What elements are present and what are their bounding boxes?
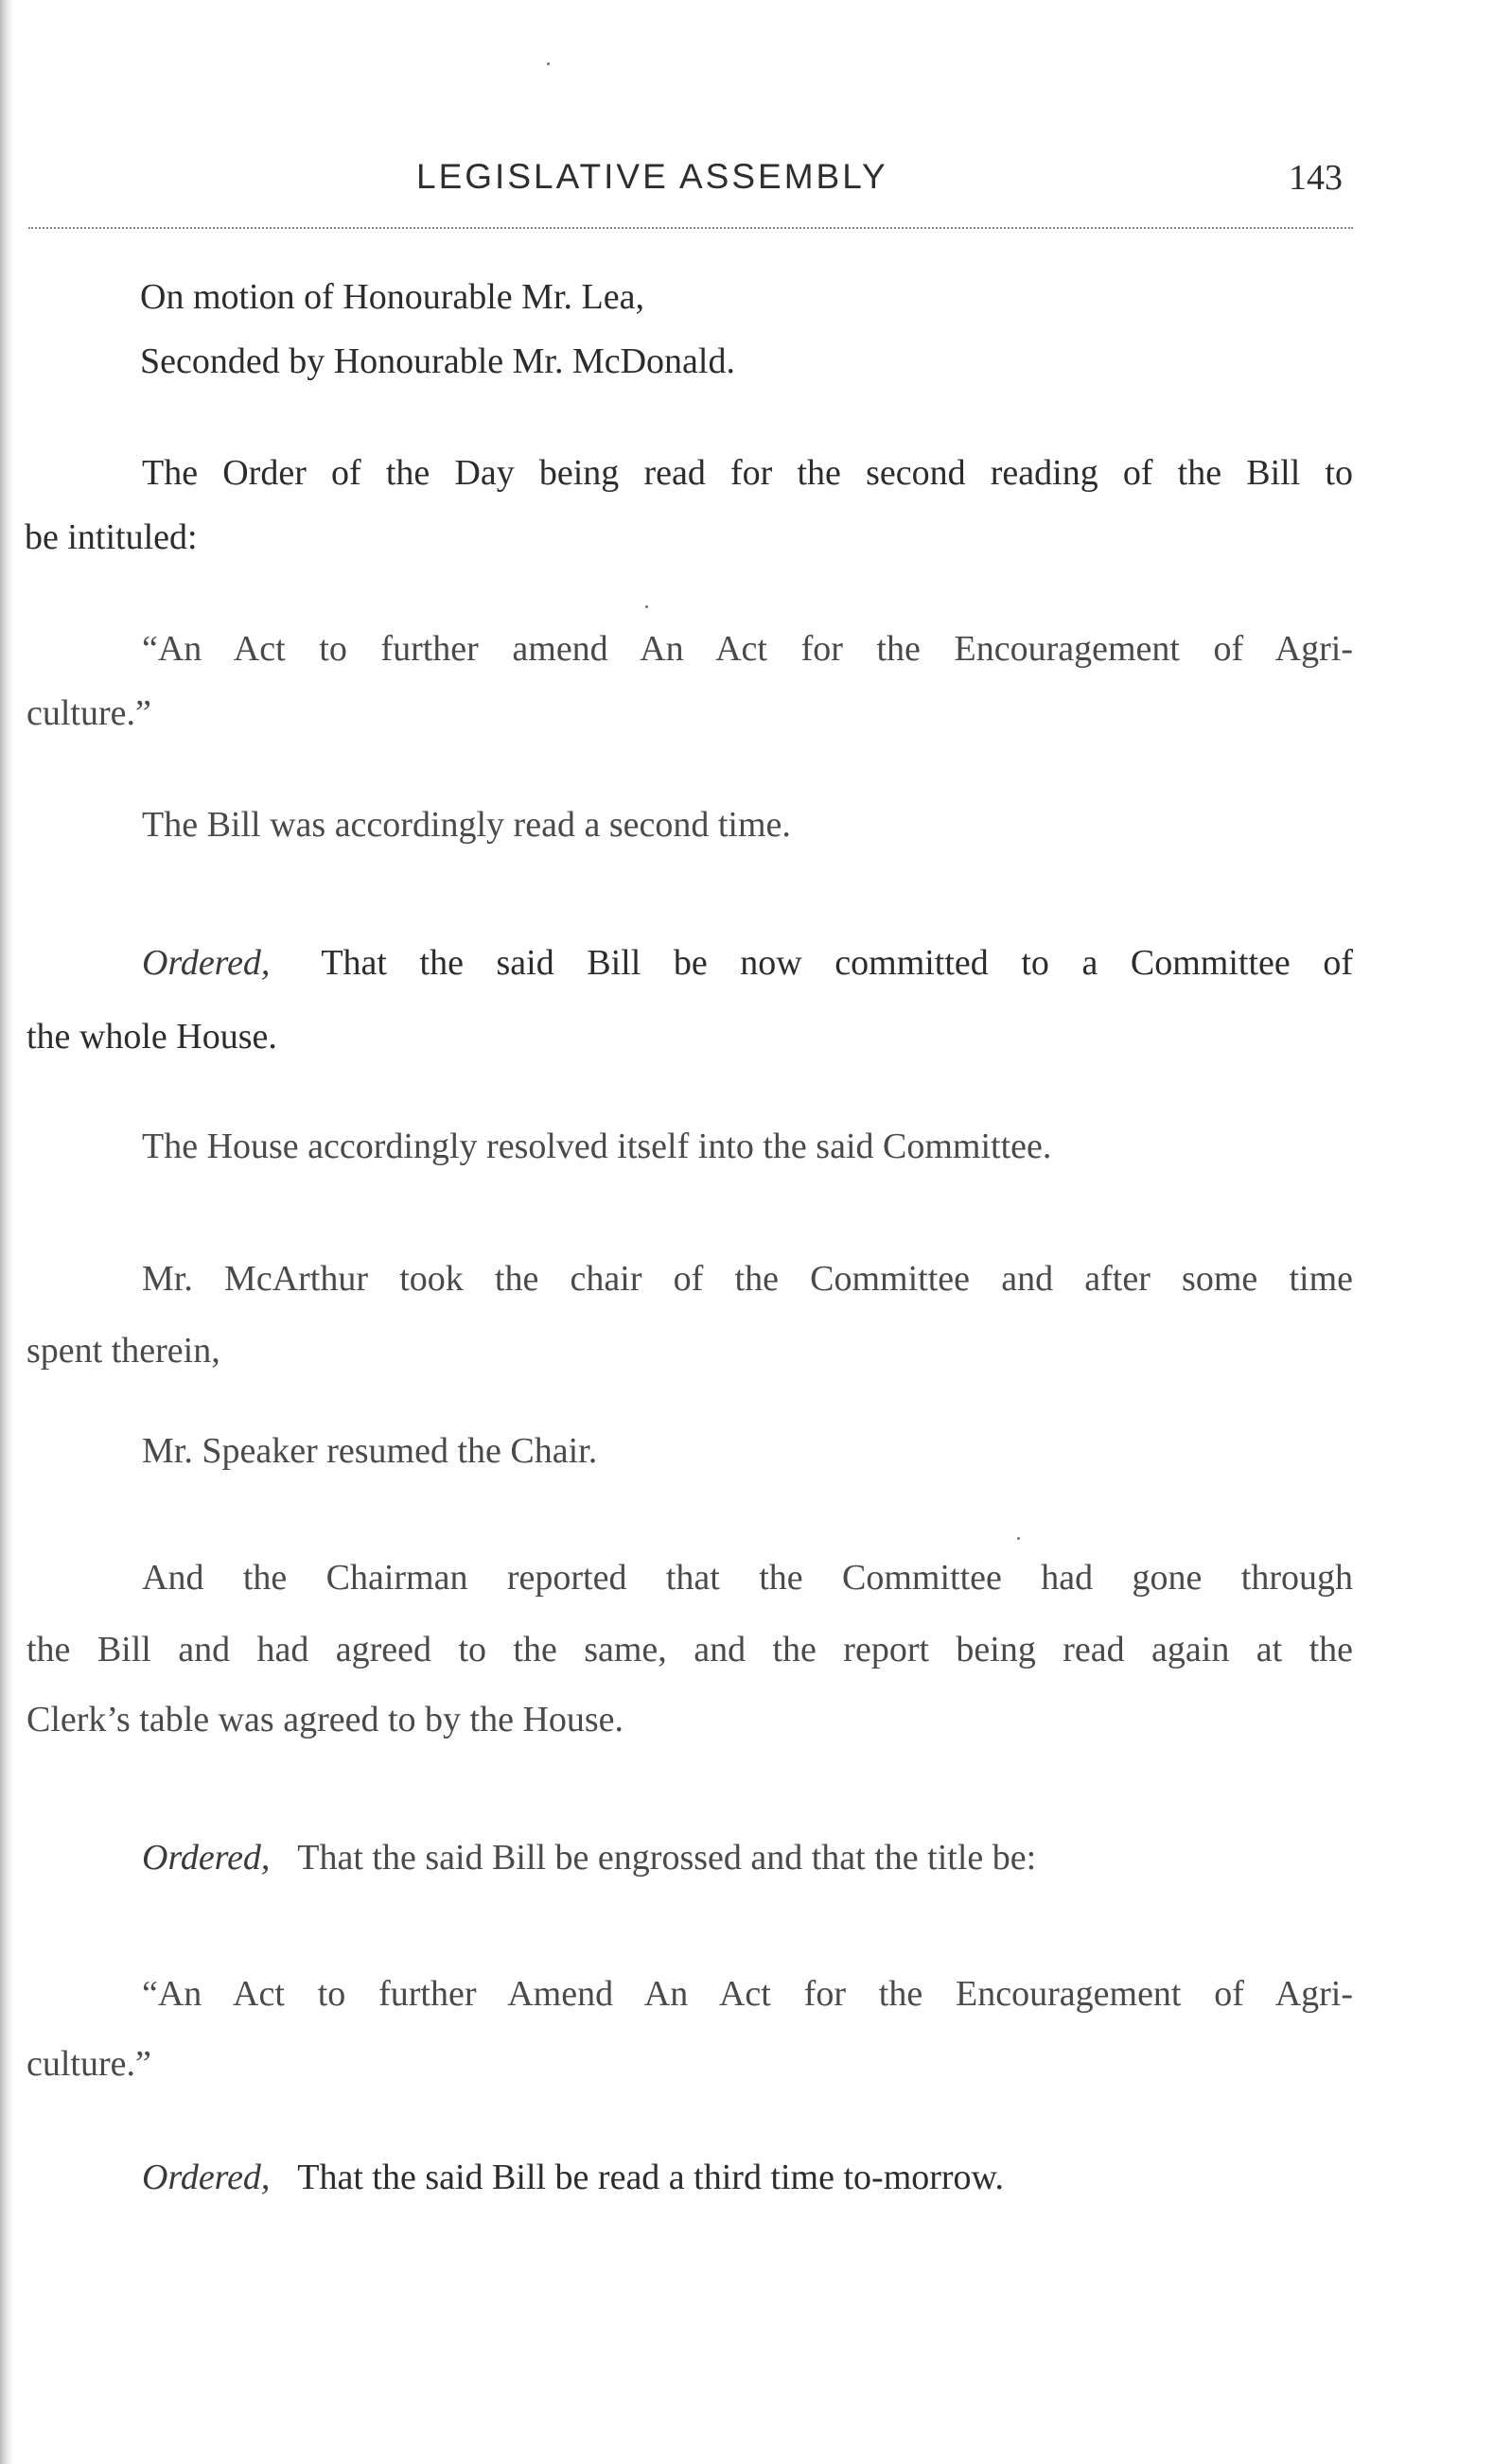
page-edge-shadow [0,0,13,2464]
header-rule [28,227,1353,229]
ordered-text: That the said Bill be engrossed and that the title be: [297,1838,1037,1878]
bill-title-line: culture.” [26,693,151,733]
second-reading-line: The Bill was accordingly read a second time. [142,805,791,845]
page-speck [645,605,648,608]
bill-title-line: culture.” [26,2044,151,2084]
report-line: Clerk’s table was agreed to by the House. [26,1700,624,1739]
report-line: And the Chairman reported that the Committee had gone through [142,1558,1353,1598]
ordered-label: Ordered, [142,943,271,983]
page-speck [547,62,550,65]
seconded-line: Seconded by Honourable Mr. McDonald. [140,341,735,381]
ordered-text: That the said Bill be read a third time to-morrow. [297,2158,1005,2197]
motion-line: On motion of Honourable Mr. Lea, [140,277,644,317]
bill-title-line: “An Act to further amend An Act for the Encouragement of Agri- [142,629,1353,669]
ordered-third-reading-line [142,2157,1004,2198]
ordered-committee-line [142,942,1353,984]
ordered-engrossed-line [142,1837,1036,1879]
resolved-line: The House accordingly resolved itself into the said Committee. [142,1127,1052,1166]
speaker-line: Mr. Speaker resumed the Chair. [142,1431,598,1471]
running-header [0,157,1493,204]
report-line: the Bill and had agreed to the same, and the report being read again at the [26,1630,1353,1669]
order-of-day-line: be intituled: [25,517,198,557]
ordered-label: Ordered, [142,2158,271,2197]
page-number: 143 [1289,158,1343,198]
ordered-committee-line: the whole House. [26,1017,277,1057]
order-of-day-line: The Order of the Day being read for the second reading of the Bill to [142,453,1353,493]
bill-title-line: “An Act to further Amend An Act for the Encouragement of Agri- [142,1974,1353,2014]
page-speck [1017,1537,1020,1540]
chair-line: Mr. McArthur took the chair of the Committee and after some time [142,1259,1353,1299]
ordered-text: That the said Bill be now committed to a Committee of [321,943,1353,983]
ordered-label: Ordered, [142,1838,271,1878]
chair-line: spent therein, [26,1331,220,1371]
header-title: LEGISLATIVE ASSEMBLY [416,157,888,196]
